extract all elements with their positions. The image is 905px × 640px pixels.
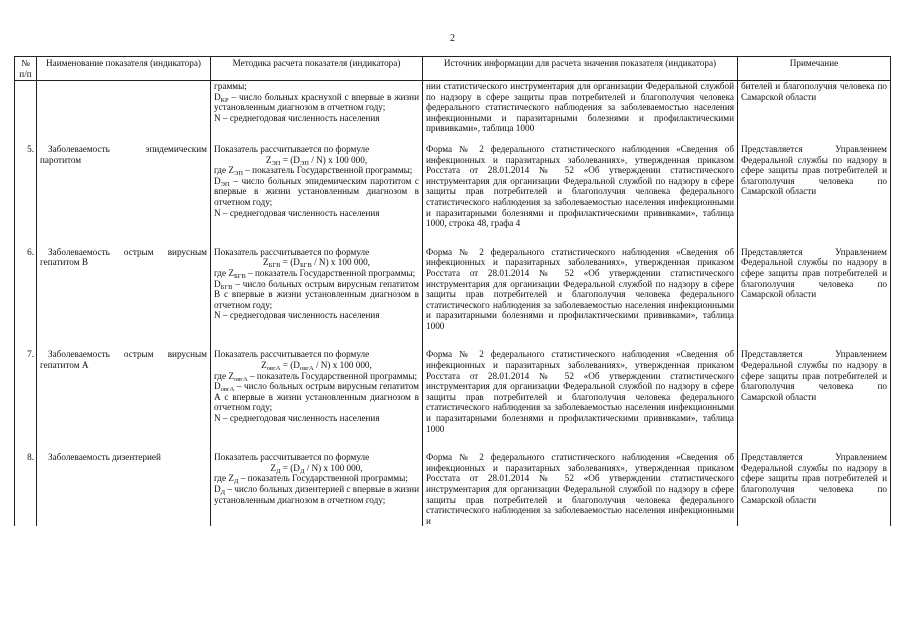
continuation-method [211, 81, 423, 144]
formula: $Z_Д = (D_Д / N)$ x 100 000, [270, 462, 363, 475]
method-cell [211, 349, 423, 452]
method-line: где $Z_{ЭП}$ – показатель Государственной программы; [214, 165, 413, 178]
method-line: где $Z_{овгА}$ – показатель Государственной программы; [214, 370, 418, 383]
indicators-table [14, 56, 891, 526]
note-cell: Представляется Управлением Федеральной службы по надзору в сфере защиты прав потребителей и благополучия человека по Самарской области [738, 349, 891, 452]
method-line: N – среднегодовая численность населения [214, 207, 380, 218]
header-source: Источник информации для расчета значения показателя (индикатора) [423, 57, 738, 81]
table-header-row [15, 57, 891, 81]
method-cell [211, 144, 423, 247]
row-number: 5. [15, 144, 37, 247]
note-cell: Представляется Управлением Федеральной службы по надзору в сфере защиты прав потребителей и благополучия человека по Самарской области [738, 144, 891, 247]
method-intro: Показатель рассчитывается по формуле [214, 246, 370, 257]
continuation-method-line: граммы; [214, 81, 247, 91]
indicator-name: Заболеваемость эпидемическим паротитом [37, 144, 211, 247]
formula: $Z_{овгА} = (D_{овгА} / N)$ x 100 000, [261, 360, 372, 373]
method-line: $D_{БГВ}$ – число больных острым вирусным гепатитом В с впервые в жизни установленным диагнозом в отчетном году; [214, 278, 419, 310]
method-line: $D_{овгА}$ – число больных острым вирусным гепатитом А с впервые в жизни установленным диагнозом в отчетном году; [214, 381, 419, 413]
indicator-name: Заболеваемость дизентерией [37, 452, 211, 526]
header-num: № п/п [15, 57, 37, 81]
continuation-method-line: $D_{КР}$ – число больных краснухой с впервые в жизни установленным диагнозом в отчетном году; [214, 91, 419, 113]
row-number: 6. [15, 247, 37, 350]
indicator-name: Заболеваемость острым вирусным гепатитом А [37, 349, 211, 452]
table-row [15, 247, 891, 350]
table-row [15, 452, 891, 526]
method-line: где $Z_Д$ – показатель Государственной программы; [214, 473, 408, 486]
method-line: N – среднегодовая численность населения [214, 310, 380, 321]
table-row [15, 144, 891, 247]
header-method: Методика расчета показателя (индикатора) [211, 57, 423, 81]
continuation-method-line: N – среднегодовая численность населения [214, 112, 380, 123]
method-intro: Показатель рассчитывается по формуле [214, 143, 370, 154]
formula: $Z_{БГВ} = (D_{БГВ} / N)$ x 100 000, [263, 257, 370, 270]
source-cell: Форма № 2 федерального статистического наблюдения «Сведения об инфекционных и паразитарных заболеваниях», утвержденная приказом Росстата от 28.01.2014 № 52 «Об утверждении статистического инструментария для организации Федеральной службой по надзору в сфере защиты прав потребителей и благополучия человека федерального статистического наблюдения за заболеваемостью населения инфекционными и паразитарными болезнями и профилактическими прививками», таблица 1000, строка 48, графа 4 [423, 144, 738, 247]
continuation-note: бителей и благополучия человека по Самарской области [738, 81, 891, 144]
method-line: $D_{ЭП}$ – число больных эпидемическим паротитом с впервые в жизни установленным диагнозом в отчетном году; [214, 175, 419, 207]
source-cell: Форма № 2 федерального статистического наблюдения «Сведения об инфекционных и паразитарных заболеваниях», утвержденная приказом Росстата от 28.01.2014 № 52 «Об утверждении статистического инструментария для организации Федеральной службой по надзору в сфере защиты прав потребителей и благополучия человека федерального статистического наблюдения за заболеваемостью населения инфекционными и паразитарными болезнями и профилактическими прививками», таблица 1000 [423, 349, 738, 452]
method-cell [211, 452, 423, 526]
source-cell: Форма № 2 федерального статистического наблюдения «Сведения об инфекционных и паразитарных заболеваниях», утвержденная приказом Росстата от 28.01.2014 № 52 «Об утверждении статистического инструментария для организации Федеральной службой по надзору в сфере защиты прав потребителей и благополучия человека федерального статистического наблюдения за заболеваемостью населения инфекционными и [423, 452, 738, 526]
method-line: где $Z_{БГВ}$ – показатель Государственной программы; [214, 267, 416, 280]
page-number: 2 [450, 33, 455, 44]
method-line: $D_Д$ – число больных дизентерией с впервые в жизни установленным диагнозом в отчетном году; [214, 484, 419, 505]
source-cell: Форма № 2 федерального статистического наблюдения «Сведения об инфекционных и паразитарных заболеваниях», утвержденная приказом Росстата от 28.01.2014 № 52 «Об утверждении статистического инструментария для организации Федеральной службой по надзору в сфере защиты прав потребителей и благополучия человека федерального статистического наблюдения за заболеваемостью населения инфекционными и паразитарными болезнями и профилактическими прививками», таблица 1000 [423, 247, 738, 350]
table-row-continuation [15, 81, 891, 144]
note-cell: Представляется Управлением Федеральной службы по надзору в сфере защиты прав потребителей и благополучия человека по Самарской области [738, 452, 891, 526]
formula: $Z_{ЭП} = (D_{ЭП} / N)$ x 100 000, [265, 154, 368, 167]
method-intro: Показатель рассчитывается по формуле [214, 349, 370, 360]
method-intro: Показатель рассчитывается по формуле [214, 452, 370, 463]
indicator-name: Заболеваемость острым вирусным гепатитом В [37, 247, 211, 350]
method-line: N – среднегодовая численность населения [214, 413, 380, 424]
continuation-source: нии статистического инструментария для организации Федеральной службой по надзору в сфере защиты прав потребителей и благополучия человека федерального статистического наблюдения за заболеваемостью населения инфекционными и паразитарными болезнями и профилактическими прививками», таблица 1000 [423, 81, 738, 144]
row-number: 7. [15, 349, 37, 452]
method-cell [211, 247, 423, 350]
row-number: 8. [15, 452, 37, 526]
note-cell: Представляется Управлением Федеральной службы по надзору в сфере защиты прав потребителей и благополучия человека по Самарской области [738, 247, 891, 350]
header-note: Примечание [738, 57, 891, 81]
table-row [15, 349, 891, 452]
header-name: Наименование показателя (индикатора) [37, 57, 211, 81]
